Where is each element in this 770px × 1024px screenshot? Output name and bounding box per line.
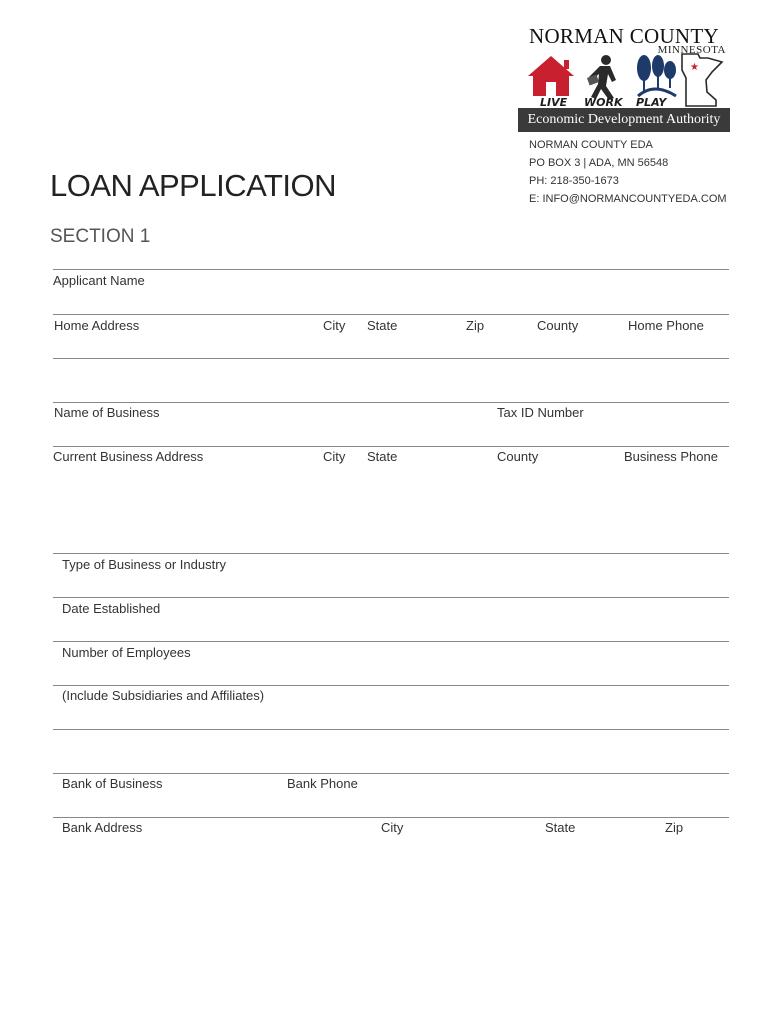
contact-email: E: INFO@NORMANCOUNTYEDA.COM — [529, 193, 727, 205]
home-zip-label: Zip — [466, 318, 485, 333]
contact-name: NORMAN COUNTY EDA — [529, 139, 653, 151]
bank-phone-label: Bank Phone — [287, 776, 358, 791]
num-employees-label: Number of Employees — [62, 645, 191, 660]
applicant-name-label: Applicant Name — [53, 273, 145, 288]
tax-id-label: Tax ID Number — [497, 405, 584, 420]
work-word: WORK — [584, 96, 623, 108]
logo-subtitle: MINNESOTA — [657, 44, 726, 56]
contact-address: PO BOX 3 | ADA, MN 56548 — [529, 157, 669, 169]
contact-block — [529, 136, 727, 208]
home-address-line[interactable] — [53, 314, 729, 315]
home-city-label: City — [323, 318, 346, 333]
trees-icon — [637, 55, 676, 96]
business-city-label: City — [323, 449, 346, 464]
business-phone-label: Business Phone — [624, 449, 718, 464]
home-state-label: State — [367, 318, 398, 333]
business-name-label: Name of Business — [54, 405, 160, 420]
logo-title: NORMAN COUNTY — [529, 24, 719, 48]
business-county-label: County — [497, 449, 539, 464]
subsidiaries-line[interactable] — [53, 685, 729, 686]
home-address-field-line[interactable] — [53, 358, 729, 359]
house-icon — [528, 56, 574, 96]
business-type-line[interactable] — [53, 553, 729, 554]
business-type-label: Type of Business or Industry — [62, 557, 227, 572]
bank-state-label: State — [545, 820, 576, 835]
date-established-line[interactable] — [53, 597, 729, 598]
section-heading: SECTION 1 — [50, 226, 151, 247]
business-name-line[interactable] — [53, 402, 729, 403]
page-title: LOAN APPLICATION — [50, 168, 337, 203]
blank-line[interactable] — [53, 729, 729, 730]
home-phone-label: Home Phone — [628, 318, 704, 333]
bank-zip-label: Zip — [665, 820, 684, 835]
worker-icon — [587, 55, 616, 100]
num-employees-line[interactable] — [53, 641, 729, 642]
bank-city-label: City — [381, 820, 404, 835]
business-address-line[interactable] — [53, 446, 729, 447]
minnesota-map-icon — [682, 54, 722, 106]
contact-phone: PH: 218-350-1673 — [529, 175, 619, 187]
norman-county-logo — [518, 24, 730, 132]
business-address-label: Current Business Address — [53, 449, 204, 464]
bank-name-label: Bank of Business — [62, 776, 163, 791]
play-word: PLAY — [636, 96, 667, 108]
live-word: LIVE — [540, 96, 568, 108]
logo-banner: Economic Development Authority — [518, 108, 730, 132]
date-established-label: Date Established — [62, 601, 161, 616]
home-address-label: Home Address — [54, 318, 140, 333]
home-county-label: County — [537, 318, 579, 333]
bank-address-label: Bank Address — [62, 820, 143, 835]
live-work-play-icon — [526, 52, 730, 108]
subsidiaries-label: (Include Subsidiaries and Affiliates) — [62, 688, 265, 703]
business-state-label: State — [367, 449, 398, 464]
svg-text:★: ★ — [690, 62, 699, 73]
bank-address-line[interactable] — [53, 817, 729, 818]
bank-name-line[interactable] — [53, 773, 729, 774]
applicant-name-line[interactable] — [53, 269, 729, 270]
